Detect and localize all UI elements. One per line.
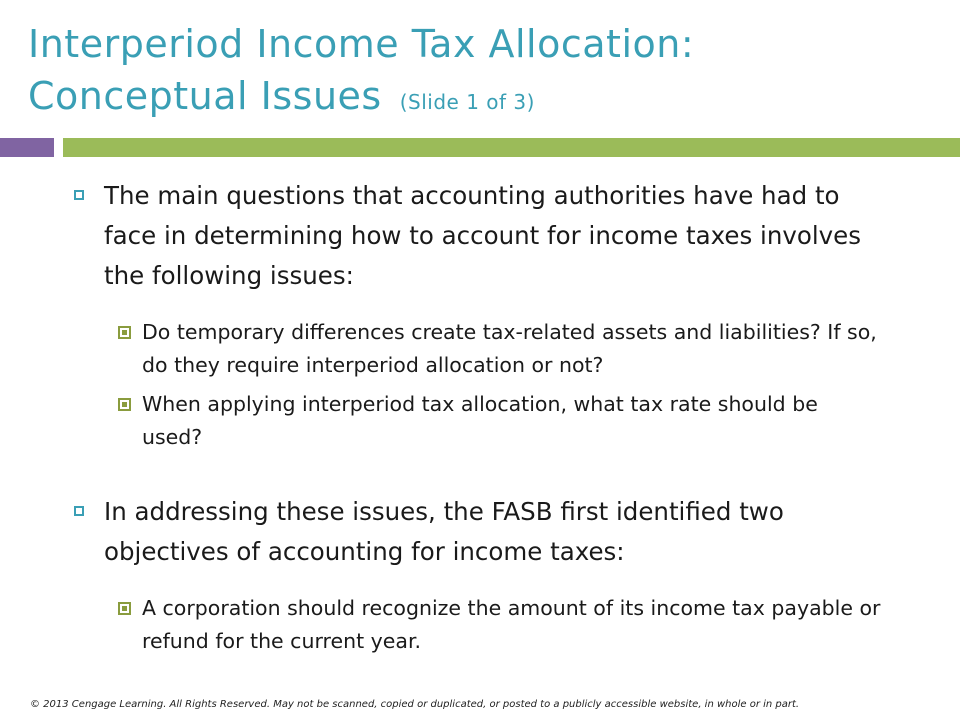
accent-bar-right (63, 138, 960, 157)
bullet-item (104, 176, 884, 296)
slide-counter: (Slide 1 of 3) (399, 90, 535, 114)
copyright-footer: © 2013 Cengage Learning. All Rights Reserved. May not be scanned, copied or duplicated, or posted to a publicly accessible website, in whole or in part. (30, 699, 800, 710)
sub-bullet-text: When applying interperiod tax allocation, what tax rate should be used? (142, 392, 818, 449)
slide-title (28, 18, 928, 128)
sub-bullet-item (142, 388, 882, 454)
slide-body (0, 176, 960, 658)
bullet-item (104, 492, 884, 572)
accent-bar-left (0, 138, 54, 157)
filled-square-bullet-icon (118, 326, 131, 339)
filled-square-bullet-icon (118, 602, 131, 615)
title-line-2 (28, 70, 928, 128)
bullet-text: The main questions that accounting authorities have had to face in determining how to account for income taxes involves the following issues: (104, 181, 861, 290)
filled-square-bullet-icon (118, 398, 131, 411)
sub-bullet-item (142, 592, 882, 658)
bullet-text: In addressing these issues, the FASB first identified two objectives of accounting for income taxes: (104, 497, 784, 566)
square-bullet-icon (74, 506, 84, 516)
sub-bullet-item (142, 316, 882, 382)
title-line-1: Interperiod Income Tax Allocation: (28, 22, 695, 66)
square-bullet-icon (74, 190, 84, 200)
sub-bullet-text: Do temporary differences create tax-related assets and liabilities? If so, do they require interperiod allocation or not? (142, 320, 877, 377)
title-line-2-text: Conceptual Issues (28, 74, 382, 118)
sub-bullet-text: A corporation should recognize the amount of its income tax payable or refund for the current year. (142, 596, 881, 653)
